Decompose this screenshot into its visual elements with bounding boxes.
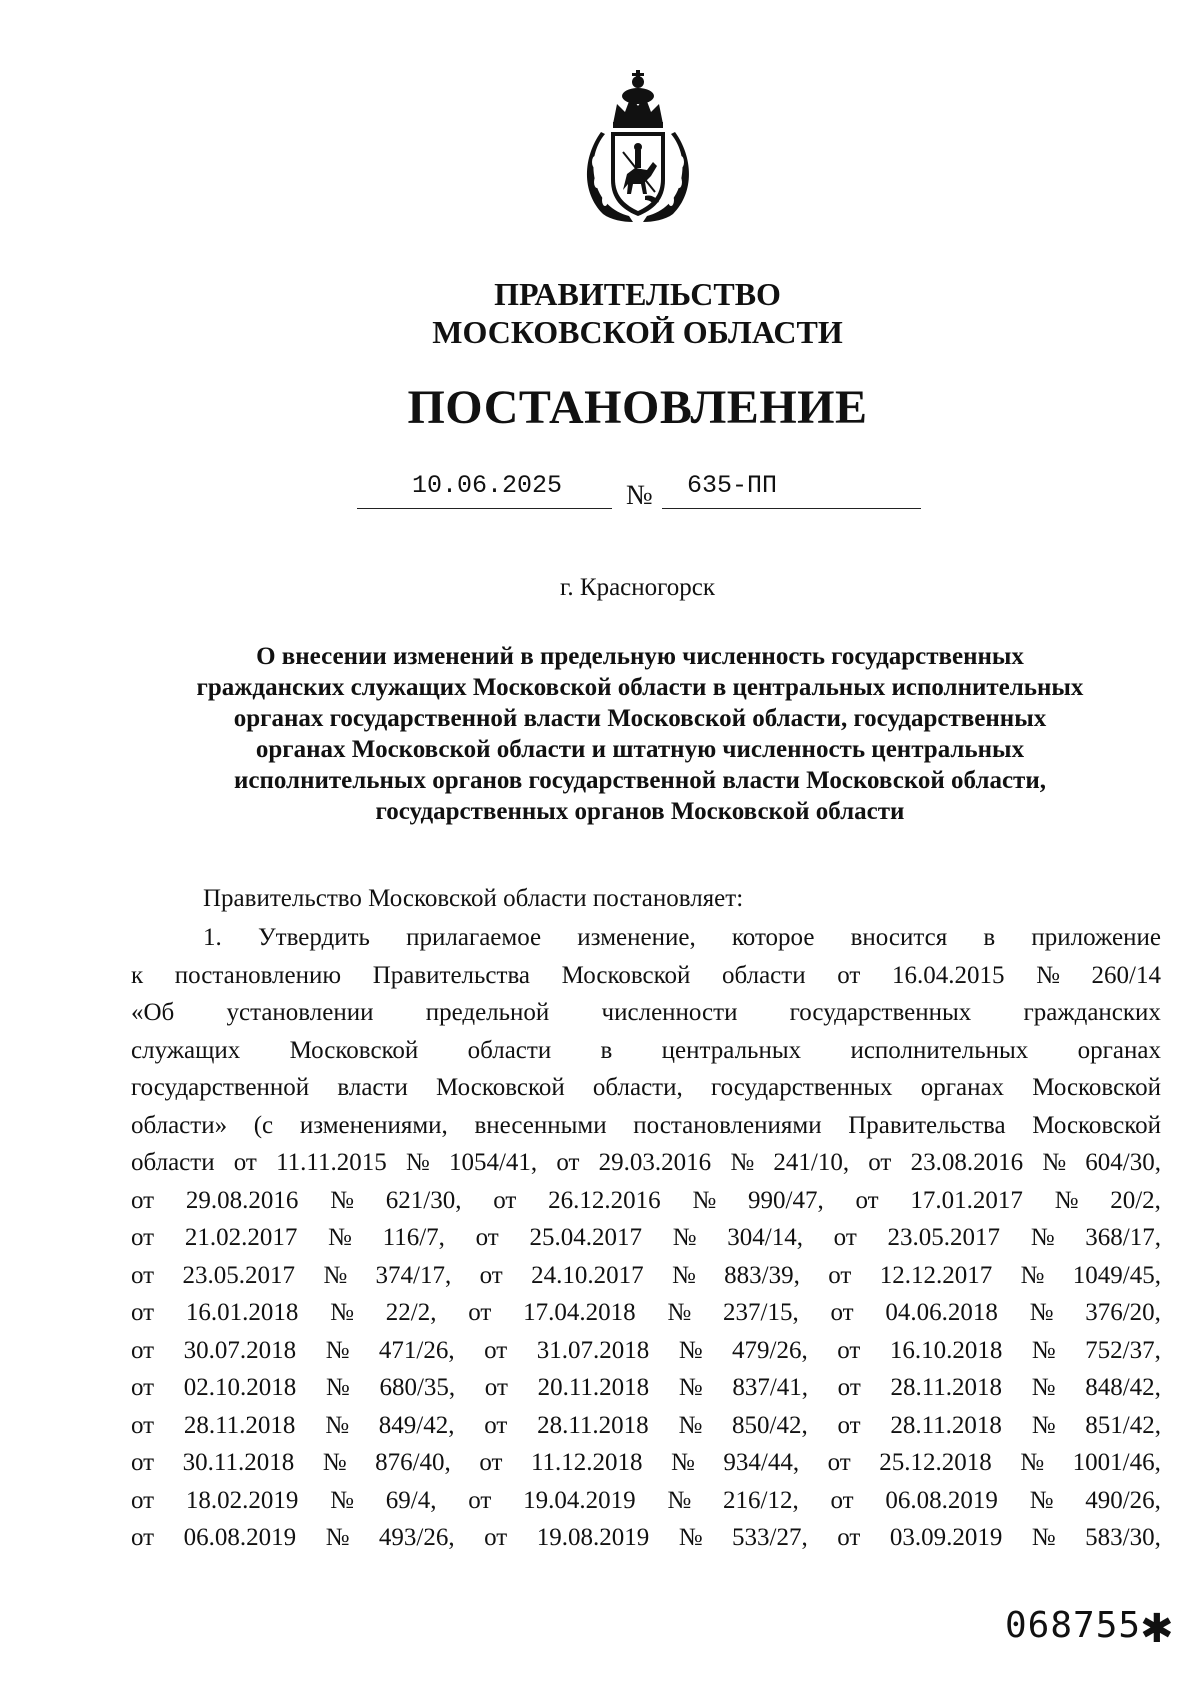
body-word: № [1031, 1336, 1056, 1364]
document-date: 10.06.2025 [412, 471, 563, 500]
body-word: государственных [710, 1074, 893, 1101]
body-word: № [1020, 1449, 1045, 1476]
body-word: 30.07.2018 [183, 1336, 297, 1364]
body-word: № [1042, 1149, 1067, 1176]
body-word: 69/4, [385, 1486, 437, 1514]
body-word: 23.05.2017 [182, 1261, 295, 1289]
body-word: от [131, 1449, 155, 1476]
body-word: 237/15, [723, 1299, 799, 1326]
number-sign: № [626, 480, 653, 511]
body-word: 471/26, [378, 1336, 455, 1364]
body-word: установлении [226, 999, 374, 1026]
title-line: гражданских служащих Московской области в центральных исполнительных [196, 674, 1084, 701]
body-word: 23.08.2016 [910, 1149, 1024, 1176]
body-word: 20.11.2018 [537, 1374, 650, 1401]
title-line: О внесении изменений в предельную численность государственных [256, 643, 1024, 670]
body-line [131, 1107, 1161, 1145]
title-line: органах государственной власти Московской области, государственных [233, 705, 1047, 732]
body-word: № [325, 1374, 350, 1401]
body-word: от [556, 1149, 580, 1176]
body-word: от [131, 1186, 155, 1214]
body-word: 04.06.2018 [885, 1299, 998, 1326]
body-word: от [468, 1486, 492, 1514]
serial-number: 068755 [1005, 1605, 1142, 1646]
body-word: 304/14, [727, 1224, 803, 1251]
document-body [131, 919, 1161, 1557]
body-word: предельной [425, 999, 550, 1026]
body-line [131, 1069, 1161, 1107]
body-line [131, 1257, 1161, 1295]
body-word: области [131, 1149, 215, 1176]
body-word: государственных [789, 999, 972, 1026]
body-word: 604/30, [1085, 1149, 1161, 1176]
body-word: № [1054, 1186, 1079, 1214]
body-word: 17.04.2018 [523, 1299, 636, 1326]
body-word: 116/7, [382, 1224, 445, 1251]
body-word: от [827, 1449, 851, 1476]
body-word: Утвердить [257, 924, 370, 951]
body-word: № [671, 1261, 696, 1289]
body-word: изменение, [577, 924, 696, 951]
body-word: 19.04.2019 [523, 1486, 636, 1514]
body-word: 1. [203, 924, 222, 951]
body-word: от [837, 961, 861, 989]
body-word: 11.11.2015 [276, 1149, 387, 1176]
body-word: Московской [436, 1074, 565, 1101]
body-line [131, 919, 1161, 957]
body-word: от [479, 1449, 503, 1476]
body-word: Правительства [848, 1111, 1006, 1139]
org-name-line2: МОСКОВСКОЙ ОБЛАСТИ [432, 314, 843, 350]
title-line: исполнительных органов государственной власти Московской области, [233, 767, 1046, 794]
body-word: 16.04.2015 [891, 961, 1005, 989]
body-word: 21.02.2017 [184, 1224, 298, 1251]
city: г. Красногорск [559, 574, 716, 601]
body-word: 24.10.2017 [531, 1261, 644, 1289]
body-line [131, 994, 1161, 1032]
body-word: № [1029, 1486, 1054, 1514]
body-word: от [484, 1374, 508, 1401]
body-word: 06.08.2019 [183, 1524, 297, 1551]
body-word: 837/41, [732, 1374, 809, 1401]
body-line [131, 1444, 1161, 1482]
body-word: № [1029, 1299, 1054, 1326]
body-line [131, 1332, 1161, 1370]
body-word: 30.11.2018 [182, 1449, 295, 1476]
body-word: 849/42, [378, 1411, 455, 1439]
body-word: № [325, 1336, 350, 1364]
body-word: постановлению [174, 961, 342, 989]
body-word: от [131, 1299, 155, 1326]
body-word: от [131, 1411, 155, 1439]
body-word: от [493, 1186, 517, 1214]
body-word: № [678, 1411, 703, 1439]
body-word: 368/17, [1085, 1224, 1161, 1251]
body-word: от [837, 1374, 861, 1401]
title-line: органах Московской области и штатную численность центральных [255, 736, 1025, 763]
body-word: 850/42, [732, 1411, 808, 1439]
body-word: 260/14 [1091, 961, 1161, 989]
body-word: области [722, 961, 806, 989]
body-word: прилагаемое [406, 924, 542, 951]
body-word: от [468, 1299, 492, 1326]
body-word: от [837, 1336, 861, 1364]
body-word: 26.12.2016 [548, 1186, 661, 1214]
body-word: № [322, 1449, 347, 1476]
body-word: численности [601, 999, 738, 1026]
body-line [131, 1369, 1161, 1407]
body-word: № [1031, 1374, 1056, 1401]
body-word: 23.05.2017 [887, 1224, 1000, 1251]
body-word: № [678, 1336, 703, 1364]
body-word: № [330, 1186, 354, 1214]
body-word: 16.10.2018 [889, 1336, 1003, 1364]
body-word: от [479, 1261, 503, 1289]
body-word: 29.08.2016 [185, 1186, 299, 1214]
body-word: (с [253, 1111, 274, 1139]
coat-of-arms-icon [573, 62, 703, 227]
body-word: от [131, 1261, 155, 1289]
body-word: 16.01.2018 [185, 1299, 299, 1326]
body-word: «Об [131, 999, 175, 1026]
body-word: № [405, 1149, 430, 1176]
body-word: которое [731, 924, 815, 951]
org-name-line1: ПРАВИТЕЛЬСТВО [494, 276, 781, 312]
body-word: от [131, 1224, 155, 1251]
body-word: 883/39, [724, 1261, 800, 1289]
body-word: от [830, 1299, 854, 1326]
body-word: 533/27, [732, 1524, 808, 1551]
body-word: от [475, 1224, 499, 1251]
body-line [131, 1032, 1161, 1070]
body-word: от [484, 1411, 508, 1439]
body-word: № [1036, 961, 1060, 989]
body-word: области [467, 1036, 552, 1064]
body-word: власти [337, 1074, 408, 1101]
body-word: от [833, 1224, 857, 1251]
body-word: центральных [661, 1036, 802, 1064]
body-word: 18.02.2019 [185, 1486, 299, 1514]
body-word: в [600, 1036, 613, 1064]
body-word: 22/2, [385, 1299, 437, 1326]
body-word: от [233, 1149, 257, 1176]
body-word: № [1020, 1261, 1045, 1289]
body-word: 28.11.2018 [890, 1374, 1003, 1401]
body-word: изменениями, [299, 1111, 448, 1139]
body-word: 02.10.2018 [183, 1374, 297, 1401]
body-word: области» [131, 1111, 228, 1139]
body-word: 25.12.2018 [879, 1449, 992, 1476]
body-word: 583/30, [1085, 1524, 1161, 1551]
body-word: Правительства [372, 961, 531, 989]
document-type: ПОСТАНОВЛЕНИЕ [407, 381, 868, 434]
body-word: постановлениями [633, 1111, 822, 1139]
body-word: служащих [131, 1036, 241, 1064]
body-word: 03.09.2019 [889, 1524, 1003, 1551]
body-word: 19.08.2019 [536, 1524, 650, 1551]
body-word: 06.08.2019 [885, 1486, 998, 1514]
body-word: 848/42, [1085, 1374, 1161, 1401]
body-word: от [837, 1411, 861, 1439]
body-word: № [330, 1299, 354, 1326]
body-word: 876/40, [375, 1449, 451, 1476]
body-line [131, 1482, 1161, 1520]
body-word: 12.12.2017 [879, 1261, 993, 1289]
body-word: в [983, 924, 996, 951]
body-word: 374/17, [375, 1261, 452, 1289]
body-word: № [678, 1374, 703, 1401]
body-word: 934/44, [723, 1449, 800, 1476]
body-word: от [131, 1524, 155, 1551]
body-word: приложение [1031, 924, 1161, 951]
body-word: 28.11.2018 [537, 1411, 649, 1439]
body-word: к [131, 961, 144, 989]
body-line [131, 1144, 1161, 1182]
body-word: Московской [1032, 1111, 1161, 1139]
body-word: 29.03.2016 [598, 1149, 712, 1176]
body-word: 241/10, [773, 1149, 850, 1176]
body-word: № [325, 1524, 350, 1551]
body-word: № [330, 1486, 354, 1514]
body-word: 1001/46, [1072, 1449, 1161, 1476]
body-word: № [1030, 1224, 1055, 1251]
body-word: 479/26, [732, 1336, 808, 1364]
body-word: 851/42, [1085, 1411, 1161, 1439]
body-word: 490/26, [1085, 1486, 1161, 1514]
body-word: 28.11.2018 [890, 1411, 1002, 1439]
body-word: гражданских [1023, 999, 1161, 1026]
body-word: 28.11.2018 [183, 1411, 296, 1439]
body-word: 752/37, [1085, 1336, 1161, 1364]
title-line: государственных органов Московской области [375, 798, 905, 825]
body-line [131, 957, 1161, 995]
body-word: вносится [850, 924, 948, 951]
body-word: от [131, 1486, 155, 1514]
body-word: исполнительных [850, 1036, 1029, 1064]
body-word: Московской [1032, 1074, 1161, 1101]
body-line [131, 1219, 1161, 1257]
body-word: 376/20, [1085, 1299, 1161, 1326]
body-word: от [837, 1524, 861, 1551]
body-word: государственной [131, 1074, 310, 1101]
body-word: 17.01.2017 [910, 1186, 1023, 1214]
document-title [130, 641, 1150, 827]
body-line [131, 1294, 1161, 1332]
body-word: от [131, 1374, 155, 1401]
body-word: Московской [289, 1036, 419, 1064]
body-word: № [678, 1524, 703, 1551]
body-word: № [328, 1224, 352, 1251]
body-word: № [1031, 1524, 1056, 1551]
body-word: от [868, 1149, 892, 1176]
body-word: № [1031, 1411, 1056, 1439]
body-word: 20/2, [1110, 1186, 1161, 1214]
body-word: 11.12.2018 [530, 1449, 643, 1476]
date-field [357, 469, 612, 509]
body-line [131, 1407, 1161, 1445]
body-word: № [672, 1224, 697, 1251]
star-mark: ✱ [1140, 1606, 1174, 1652]
body-word: № [325, 1411, 350, 1439]
body-word: от [855, 1186, 879, 1214]
body-word: 1049/45, [1072, 1261, 1161, 1289]
body-word: № [667, 1299, 692, 1326]
body-word: № [671, 1449, 695, 1476]
document-number: 635-ПП [687, 471, 778, 500]
body-word: 25.04.2017 [529, 1224, 642, 1251]
body-word: 621/30, [385, 1186, 462, 1214]
body-word: 680/35, [379, 1374, 456, 1401]
body-word: № [323, 1261, 348, 1289]
body-word: № [730, 1149, 755, 1176]
body-word: 31.07.2018 [536, 1336, 650, 1364]
body-word: органах [1077, 1036, 1161, 1064]
body-word: от [484, 1524, 508, 1551]
body-word: от [830, 1486, 854, 1514]
intro-paragraph: Правительство Московской области постановляет: [203, 885, 744, 912]
number-field [662, 469, 921, 509]
body-line [131, 1519, 1161, 1557]
body-word: 216/12, [723, 1486, 799, 1514]
body-word: № [667, 1486, 692, 1514]
body-word: органах [920, 1074, 1005, 1101]
body-word: 493/26, [378, 1524, 455, 1551]
body-line [131, 1182, 1161, 1220]
body-word: 1054/41, [448, 1149, 538, 1176]
body-word: от [131, 1336, 155, 1364]
body-word: области, [592, 1074, 683, 1101]
body-word: от [828, 1261, 852, 1289]
body-word: Московской [561, 961, 691, 989]
body-word: 990/47, [748, 1186, 824, 1214]
body-word: от [484, 1336, 508, 1364]
body-word: № [692, 1186, 717, 1214]
body-word: внесенными [474, 1111, 607, 1139]
